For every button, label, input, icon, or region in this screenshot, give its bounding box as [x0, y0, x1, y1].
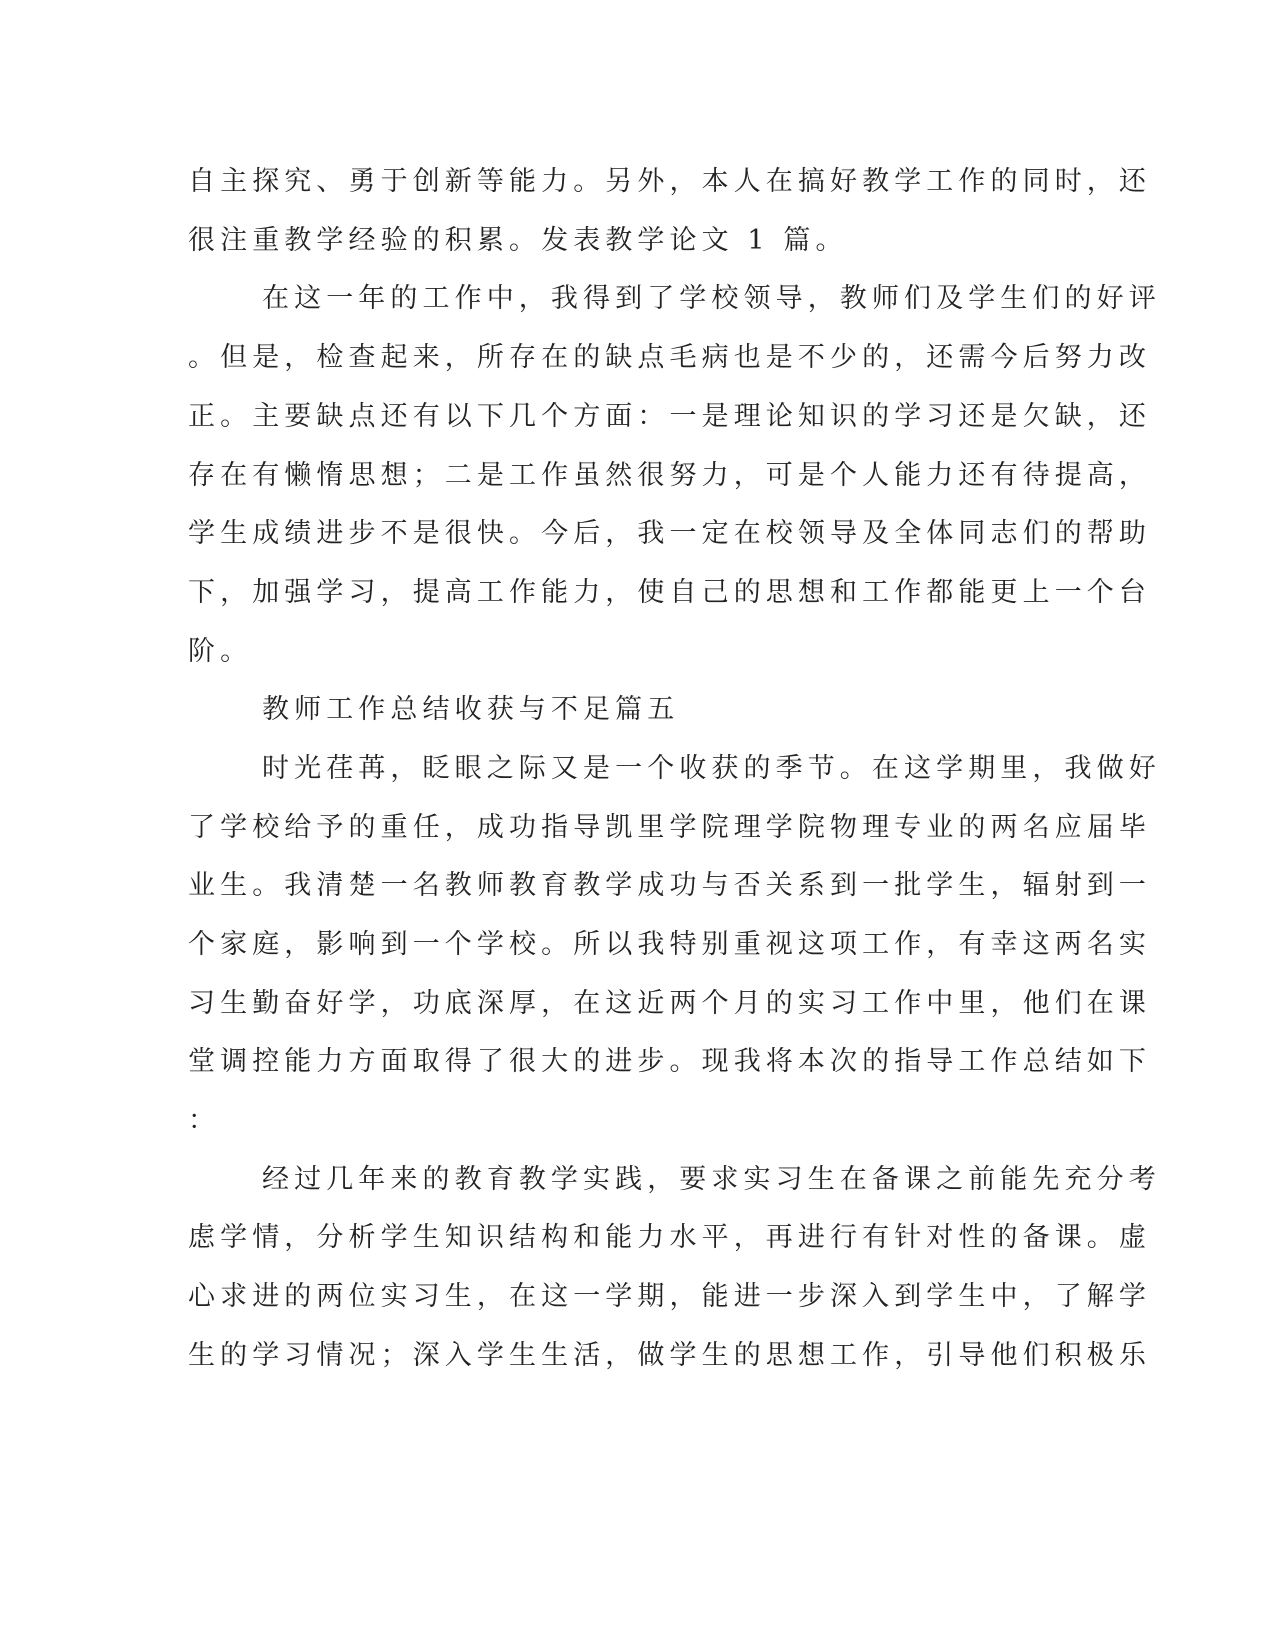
paragraph-line-18: 经过几年来的教育教学实践，要求实习生在备课之前能先充分考: [262, 1164, 1161, 1195]
text-line-4: 。但是，检查起来，所存在的缺点毛病也是不少的，还需今后努力改: [188, 342, 1151, 373]
text-line-5: 正。主要缺点还有以下几个方面：一是理论知识的学习还是欠缺，还: [188, 401, 1151, 432]
text-line-17: ：: [188, 1105, 221, 1136]
text-line-20: 心求进的两位实习生，在这一学期，能进一步深入到学生中，了解学: [188, 1281, 1151, 1312]
text-line-9: 阶。: [188, 636, 253, 667]
text-line-15: 习生勤奋好学，功底深厚，在这近两个月的实习工作中里，他们在课: [188, 988, 1151, 1019]
text-line-6: 存在有懒惰思想；二是工作虽然很努力，可是个人能力还有待提高，: [188, 460, 1151, 491]
text-line-1: 自主探究、勇于创新等能力。另外，本人在搞好教学工作的同时，还: [188, 166, 1151, 197]
text-line-14: 个家庭，影响到一个学校。所以我特别重视这项工作，有幸这两名实: [188, 929, 1151, 960]
text-line-12: 了学校给予的重任，成功指导凯里学院理学院物理专业的两名应届毕: [188, 812, 1151, 843]
text-line-16: 堂调控能力方面取得了很大的进步。现我将本次的指导工作总结如下: [188, 1046, 1151, 1077]
text-line-8: 下，加强学习，提高工作能力，使自己的思想和工作都能更上一个台: [188, 577, 1151, 608]
text-line-2: 很注重教学经验的积累。发表教学论文 1 篇。: [188, 225, 848, 256]
text-line-7: 学生成绩进步不是很快。今后，我一定在校领导及全体同志们的帮助: [188, 518, 1151, 549]
text-line-13: 业生。我清楚一名教师教育教学成功与否关系到一批学生，辐射到一: [188, 870, 1151, 901]
paragraph-line-3: 在这一年的工作中，我得到了学校领导，教师们及学生们的好评: [262, 283, 1161, 314]
text-line-21: 生的学习情况；深入学生生活，做学生的思想工作，引导他们积极乐: [188, 1340, 1151, 1371]
text-line-19: 虑学情，分析学生知识结构和能力水平，再进行有针对性的备课。虚: [188, 1222, 1151, 1253]
section-heading: 教师工作总结收获与不足篇五: [262, 694, 680, 725]
paragraph-line-11: 时光荏苒，眨眼之际又是一个收获的季节。在这学期里，我做好: [262, 753, 1161, 784]
